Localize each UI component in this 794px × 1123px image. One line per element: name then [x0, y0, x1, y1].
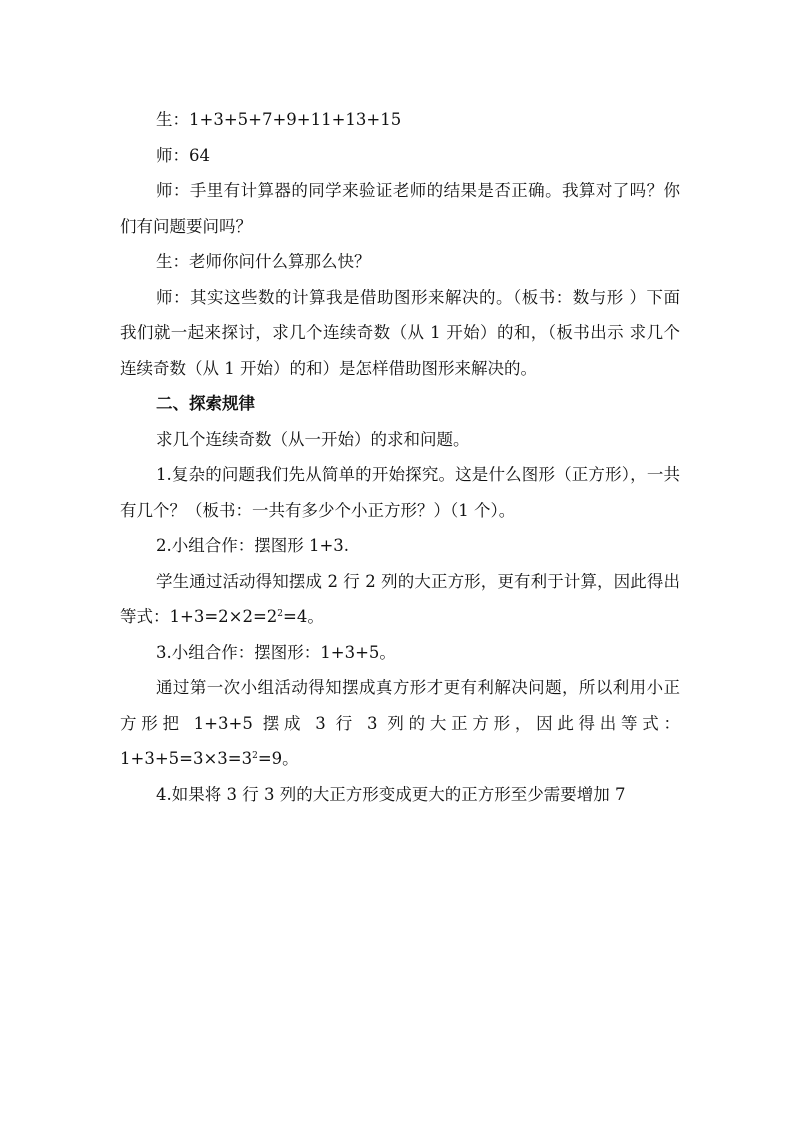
paragraph-student-sum: 生：1+3+5+7+9+11+13+15 [156, 110, 402, 129]
step-2-result-text: 学生通过活动得知摆成 2 行 2 列的大正方形，更有利于计算，因此得出等式： [120, 571, 680, 626]
document-body [120, 102, 680, 812]
step-3-result-text: 通过第一次小组活动得知摆成真方形才更有利解决问题，所以利用小正方形把 1+3+5 摆成 3 行 3 列的大正方形，因此得出等式： [120, 678, 680, 733]
paragraph-teacher-answer: 师：64 [156, 145, 210, 165]
paragraph-step-3: 3.小组合作：摆图形：1+3+5。 [156, 642, 396, 662]
paragraph-student-question: 生：老师你问什么算那么快？ [156, 252, 371, 271]
paragraph-step-1: 1.复杂的问题我们先从简单的开始探究。这是什么图形（正方形），一共有几个？（板书：一共有多少个小正方形？）（1 个）。 [120, 465, 680, 520]
section-heading-explore: 二、探索规律 [156, 394, 255, 413]
paragraph-step-2: 2.小组合作：摆图形 1+3. [156, 536, 350, 555]
step-2-formula [170, 607, 324, 626]
step-3-formula-base: 1+3+5=3×3=3 [120, 749, 253, 768]
paragraph-teacher-verify: 师：手里有计算器的同学来验证老师的结果是否正确。我算对了吗？你们有问题要问吗？ [120, 181, 680, 236]
step-2-formula-exponent: 2 [277, 609, 284, 619]
paragraph-step-3-result [120, 670, 680, 777]
step-2-formula-result: =4。 [283, 607, 324, 626]
paragraph-step-4: 4.如果将 3 行 3 列的大正方形变成更大的正方形至少需要增加 7 [156, 784, 626, 804]
step-3-formula [120, 749, 299, 768]
step-3-formula-exponent: 2 [252, 751, 258, 761]
paragraph-step-2-result [120, 564, 680, 635]
step-2-formula-base: 1+3=2×2=2 [169, 607, 278, 626]
paragraph-teacher-explain: 师：其实这些数的计算我是借助图形来解决的。（板书：数与形 ）下面我们就一起来探讨，求几个连续奇数（从 1 开始）的和，（板书出示 求几个连续奇数（从 1 开始）的和）是怎样借助图形来解决的。 [120, 287, 680, 378]
step-3-formula-result: =9。 [257, 749, 299, 768]
paragraph-odd-sum-problem: 求几个连续奇数（从一开始）的求和问题。 [156, 429, 470, 449]
